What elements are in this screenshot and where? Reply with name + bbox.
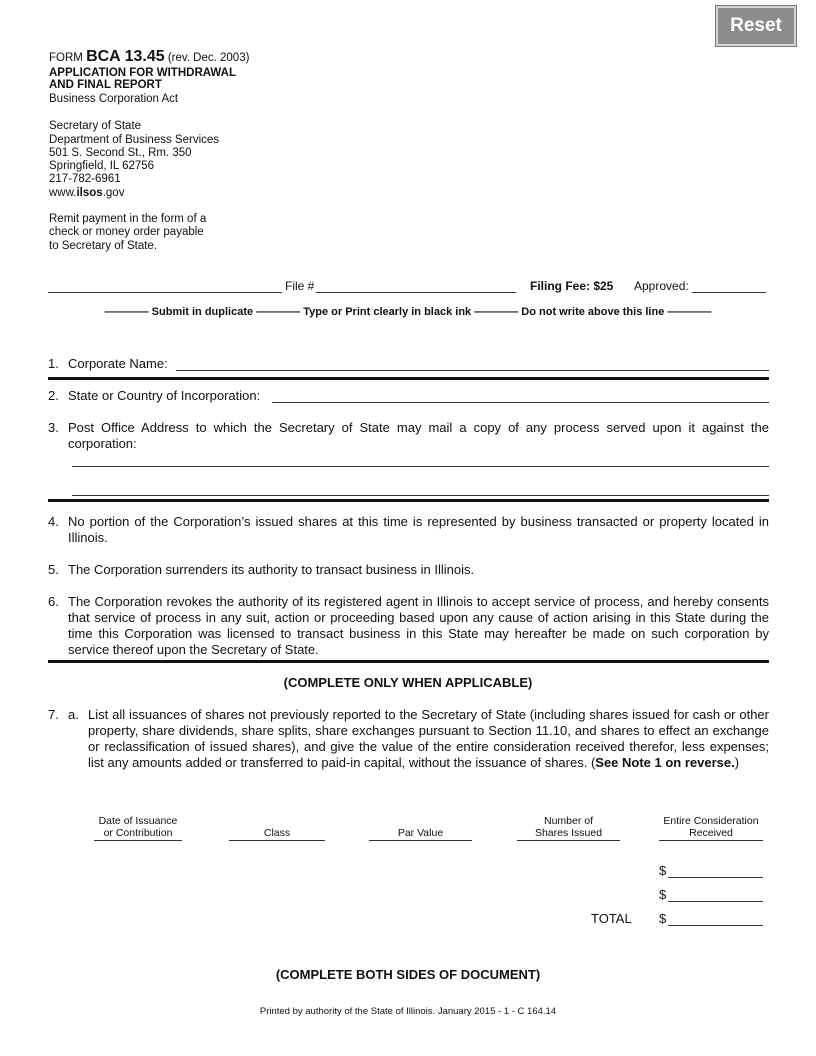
- complete-both-sides: (COMPLETE BOTH SIDES OF DOCUMENT): [275, 967, 541, 982]
- item-4-number: 4.: [48, 514, 59, 529]
- complete-when-applicable: (COMPLETE ONLY WHEN APPLICABLE): [283, 675, 533, 690]
- item-3-text: Post Office Address to which the Secretary of State may mail a copy of any process served upon it against the corporation:: [68, 420, 769, 451]
- col-par-underline: [369, 840, 472, 841]
- form-id-line: [49, 50, 249, 65]
- office-line-4: Springfield, IL 62756: [49, 160, 155, 172]
- item-3-number: 3.: [48, 420, 59, 435]
- web-bold: ilsos: [76, 187, 103, 199]
- item-7-number: 7.: [48, 707, 59, 722]
- submit-duplicate: Submit in duplicate: [151, 306, 254, 318]
- type-or-print: Type or Print clearly in black ink: [303, 306, 472, 318]
- item-5-text: The Corporation surrenders its authority to transact business in Illinois.: [68, 562, 475, 577]
- web-prefix: www.: [49, 187, 77, 199]
- item-1-number: 1.: [48, 356, 59, 371]
- item-7a-close: ): [734, 755, 740, 770]
- col-date-underline: [94, 840, 182, 841]
- form-title-line2: AND FINAL REPORT: [49, 79, 162, 91]
- address-field-1[interactable]: [72, 452, 769, 467]
- remit-line-3: to Secretary of State.: [49, 240, 158, 252]
- col-consideration-line1: Entire Consideration: [663, 815, 759, 827]
- col-consideration-header: [659, 815, 763, 839]
- col-class-underline: [229, 840, 325, 841]
- item-4: [48, 514, 769, 546]
- dollar-sign-total: $: [659, 911, 667, 926]
- dollar-sign-2: $: [659, 887, 667, 902]
- office-use-field: [48, 278, 282, 293]
- form-revision: (rev. Dec. 2003): [167, 52, 250, 64]
- item-6-number: 6.: [48, 594, 59, 609]
- divider-1: [48, 377, 769, 380]
- divider-2: [48, 499, 769, 502]
- col-shares-line1: Number of: [543, 815, 594, 827]
- consideration-field-1[interactable]: [668, 863, 763, 878]
- total-label: TOTAL: [591, 911, 632, 926]
- item-6: [48, 594, 769, 658]
- corporate-name-field[interactable]: [176, 356, 769, 371]
- reset-button[interactable]: Reset: [716, 6, 796, 46]
- remit-line-1: Remit payment in the form of a: [49, 213, 207, 225]
- item-6-text: The Corporation revokes the authority of its registered agent in Illinois to accept service of process, and hereby consents that service of process in any suit, action or proceeding based upon any cause of action arising in this State during the time this Corporation was licensed to transact business in this State may hereafter be made on such corporation by service thereof upon the Secretary of State.: [68, 594, 769, 657]
- dollar-sign-1: $: [659, 863, 667, 878]
- consideration-field-2[interactable]: [668, 887, 763, 902]
- col-date-line2: or Contribution: [103, 827, 173, 839]
- form-number: BCA 13.45: [86, 48, 165, 65]
- approved-field: [692, 278, 766, 293]
- see-note-1: See Note 1 on reverse.: [595, 755, 735, 770]
- file-number-label: File #: [285, 279, 315, 293]
- form-title-line1: APPLICATION FOR WITHDRAWAL: [49, 67, 236, 79]
- do-not-write: Do not write above this line: [521, 306, 665, 318]
- col-shares-underline: [517, 840, 620, 841]
- dash-3: ————: [474, 306, 519, 318]
- item-5: [48, 562, 769, 578]
- col-par-header: Par Value: [397, 827, 444, 839]
- office-line-2: Department of Business Services: [49, 134, 220, 146]
- item-5-number: 5.: [48, 562, 59, 577]
- remit-line-2: check or money order payable: [49, 226, 204, 238]
- divider-3: [48, 660, 769, 663]
- col-class-header: Class: [263, 827, 291, 839]
- office-phone: 217-782-6961: [49, 173, 121, 185]
- item-3: [48, 420, 769, 452]
- col-consideration-underline: [659, 840, 763, 841]
- incorporation-label: State or Country of Incorporation:: [68, 388, 261, 403]
- corporate-name-label: Corporate Name:: [68, 356, 168, 371]
- item-4-text: No portion of the Corporation’s issued shares at this time is represented by business transacted or property located in Illinois.: [68, 514, 769, 545]
- col-date-header: [94, 815, 182, 839]
- col-shares-line2: Shares Issued: [534, 827, 603, 839]
- col-shares-header: [517, 815, 620, 839]
- dash-2: ————: [256, 306, 301, 318]
- act-name: Business Corporation Act: [49, 93, 179, 105]
- item-7a-text: List all issuances of shares not previously reported to the Secretary of State (including shares issued for cash or other property, share dividends, share splits, share exchanges pursuant to Section 11.10, and shares to effect an exchange or reclassification of issued shares), and give the value of the entire consideration received therefor, less expenses; list any amounts added or transferred to paid-in capital, without the issuance of shares. (: [88, 707, 769, 770]
- item-7a-text-block: [88, 707, 769, 771]
- item-2-number: 2.: [48, 388, 59, 403]
- dash-1: ————: [104, 306, 149, 318]
- incorporation-field[interactable]: [272, 388, 769, 403]
- form-prefix: FORM: [49, 52, 83, 64]
- file-number-field: [316, 278, 516, 293]
- dash-4: ————: [667, 306, 712, 318]
- printed-by-footer: Printed by authority of the State of Illinois. January 2015 - 1 - C 164.14: [259, 1006, 557, 1017]
- office-line-3: 501 S. Second St., Rm. 350: [49, 147, 192, 159]
- website-link[interactable]: [49, 187, 124, 200]
- filing-fee: Filing Fee: $25: [530, 279, 614, 293]
- office-line-1: Secretary of State: [49, 120, 142, 132]
- total-field[interactable]: [668, 911, 763, 926]
- instructions-line: [0, 306, 816, 318]
- web-suffix: .gov: [102, 187, 125, 199]
- col-date-line1: Date of Issuance: [98, 815, 178, 827]
- address-field-2[interactable]: [72, 481, 769, 496]
- approved-label: Approved:: [634, 279, 689, 293]
- item-7a-label: a.: [68, 707, 79, 722]
- col-consideration-line2: Received: [689, 827, 733, 839]
